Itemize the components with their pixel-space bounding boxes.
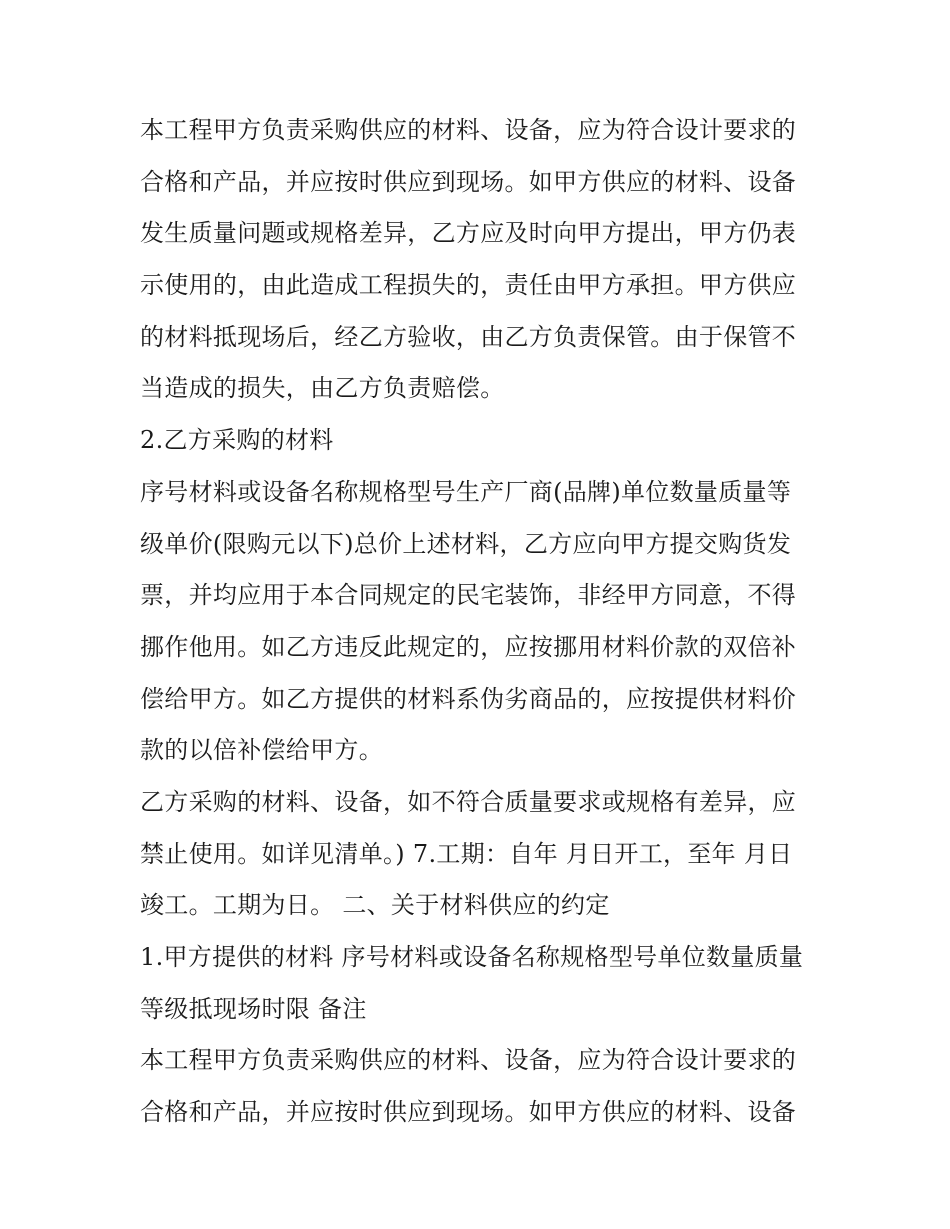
text-line: 等级抵现场时限 备注 [140,994,367,1023]
text-line: 发生质量问题或规格差异，乙方应及时向甲方提出，甲方仍表 [140,219,797,248]
text-line: 当造成的损失，由乙方负责赔偿。 [140,374,505,403]
text-line: 挪作他用。如乙方违反此规定的，应按挪用材料价款的双倍补 [140,632,797,661]
text-line: 的材料抵现场后，经乙方验收，由乙方负责保管。由于保管不 [140,322,797,351]
text-line: 级单价(限购元以下)总价上述材料，乙方应向甲方提交购货发 [140,529,792,558]
text-line: 票，并均应用于本合同规定的民宅装饰，非经甲方同意，不得 [140,581,797,610]
text-line: 竣工。工期为日。 二、关于材料供应的约定 [140,891,610,920]
text-line: 偿给甲方。如乙方提供的材料系伪劣商品的，应按提供材料价 [140,684,797,713]
text-line: 本工程甲方负责采购供应的材料、设备，应为符合设计要求的 [140,1046,797,1075]
section-heading: 1.甲方提供的材料 序号材料或设备名称规格型号单位数量质量 [140,943,804,971]
text-line: 本工程甲方负责采购供应的材料、设备，应为符合设计要求的 [140,116,797,144]
text-line: 乙方采购的材料、设备，如不符合质量要求或规格有差异，应 [140,787,797,816]
document-body [140,105,820,1139]
text-line: 合格和产品，并应按时供应到现场。如甲方供应的材料、设备 [140,167,797,196]
text-line: 序号材料或设备名称规格型号生产厂商(品牌)单位数量质量等 [140,477,792,506]
text-line: 款的以倍补偿给甲方。 [140,736,383,765]
text-line: 合格和产品，并应按时供应到现场。如甲方供应的材料、设备 [140,1098,797,1127]
text-line: 禁止使用。如详见清单。) 7.工期：自年 月日开工，至年 月日 [140,839,793,868]
text-line: 示使用的，由此造成工程损失的，责任由甲方承担。甲方供应 [140,271,797,300]
section-heading: 2.乙方采购的材料 [140,426,334,455]
